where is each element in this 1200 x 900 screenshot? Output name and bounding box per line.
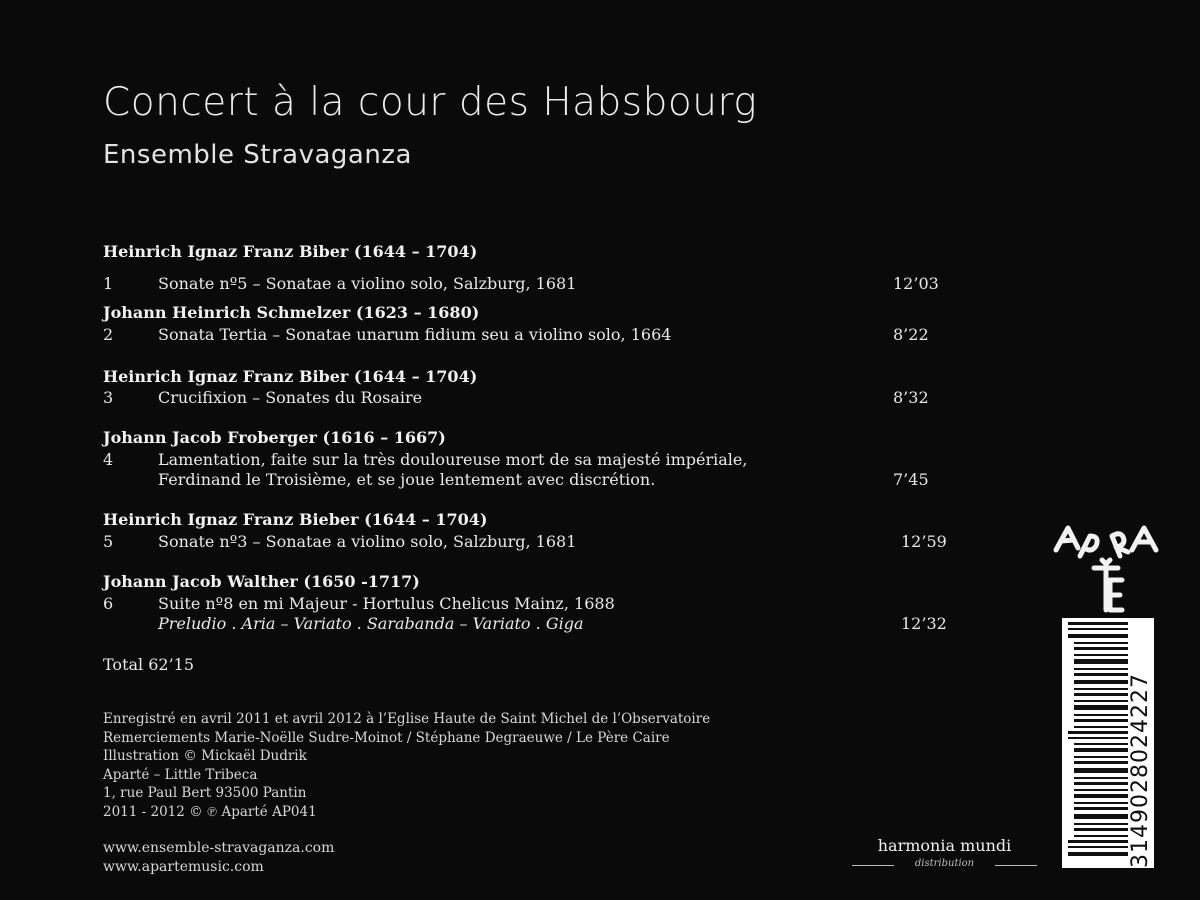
track-duration: 12’59 [901,532,947,551]
aparte-logo-icon [1050,522,1162,614]
credit-line: 1, rue Paul Bert 93500 Pantin [103,785,307,801]
track-number: 3 [103,388,114,407]
track-title: Sonata Tertia – Sonatae unarum fidium seu a violino solo, 1664 [158,325,672,344]
composer-heading: Heinrich Ignaz Franz Bieber (1644 – 1704) [103,510,488,529]
track-duration: 8’32 [893,388,929,407]
credit-line: Enregistré en avril 2011 et avril 2012 à l’Eglise Haute de Saint Michel de l’Observatoire [103,711,711,727]
track-title-line-1: Suite nº8 en mi Majeur - Hortulus Chelicus Mainz, 1688 [158,594,615,613]
track-title: Crucifixion – Sonates du Rosaire [158,388,423,407]
track-number: 6 [103,594,114,613]
track-number: 5 [103,532,114,551]
composer-heading: Johann Jacob Froberger (1616 – 1667) [103,428,446,447]
website-link[interactable]: www.apartemusic.com [103,859,264,875]
website-link[interactable]: www.ensemble-stravaganza.com [103,840,335,856]
links-block [103,839,334,877]
total-duration: Total 62’15 [103,655,195,674]
track-movements: Preludio . Aria – Variato . Sarabanda – Variato . Giga [158,614,584,633]
barcode-digits: 3149028024227 [1128,673,1153,868]
divider [852,865,894,866]
track-number: 1 [103,274,114,293]
composer-heading: Heinrich Ignaz Franz Biber (1644 – 1704) [103,367,478,386]
barcode-bars-icon [1066,618,1128,868]
track-title-line-2: Ferdinand le Troisième, et se joue lentement avec discrétion. [158,470,656,489]
credit-line: 2011 - 2012 © ℗ Aparté AP041 [103,803,317,820]
composer-heading: Johann Heinrich Schmelzer (1623 – 1680) [103,303,480,322]
track-number: 2 [103,325,114,344]
credit-line: Illustration © Mickaël Dudrik [103,748,307,764]
track-duration: 12’03 [893,274,939,293]
track-duration: 7’45 [893,470,929,489]
composer-heading: Heinrich Ignaz Franz Biber (1644 – 1704) [103,242,478,261]
distributor-logo [852,836,1037,869]
divider [995,865,1037,866]
barcode [1062,618,1154,868]
distributor-tagline: distribution [914,858,975,869]
track-title: Sonate nº5 – Sonatae a violino solo, Salzburg, 1681 [158,274,577,293]
track-duration: 8’22 [893,325,929,344]
credit-line: Remerciements Marie-Noëlle Sudre-Moinot / Stéphane Degraeuwe / Le Père Caire [103,729,670,746]
page-subtitle: Ensemble Stravaganza [103,140,412,170]
track-duration: 12’32 [901,614,947,633]
page-title: Concert à la cour des Habsbourg [103,80,758,125]
track-title: Sonate nº3 – Sonatae a violino solo, Salzburg, 1681 [158,532,577,551]
track-title-line-1: Lamentation, faite sur la très douloureuse mort de sa majesté impériale, [158,450,748,469]
track-number: 4 [103,450,114,469]
distributor-name: harmonia mundi [877,836,1012,855]
credits-block [103,710,710,821]
composer-heading: Johann Jacob Walther (1650 -1717) [103,572,420,591]
credit-line: Aparté – Little Tribeca [103,766,258,783]
